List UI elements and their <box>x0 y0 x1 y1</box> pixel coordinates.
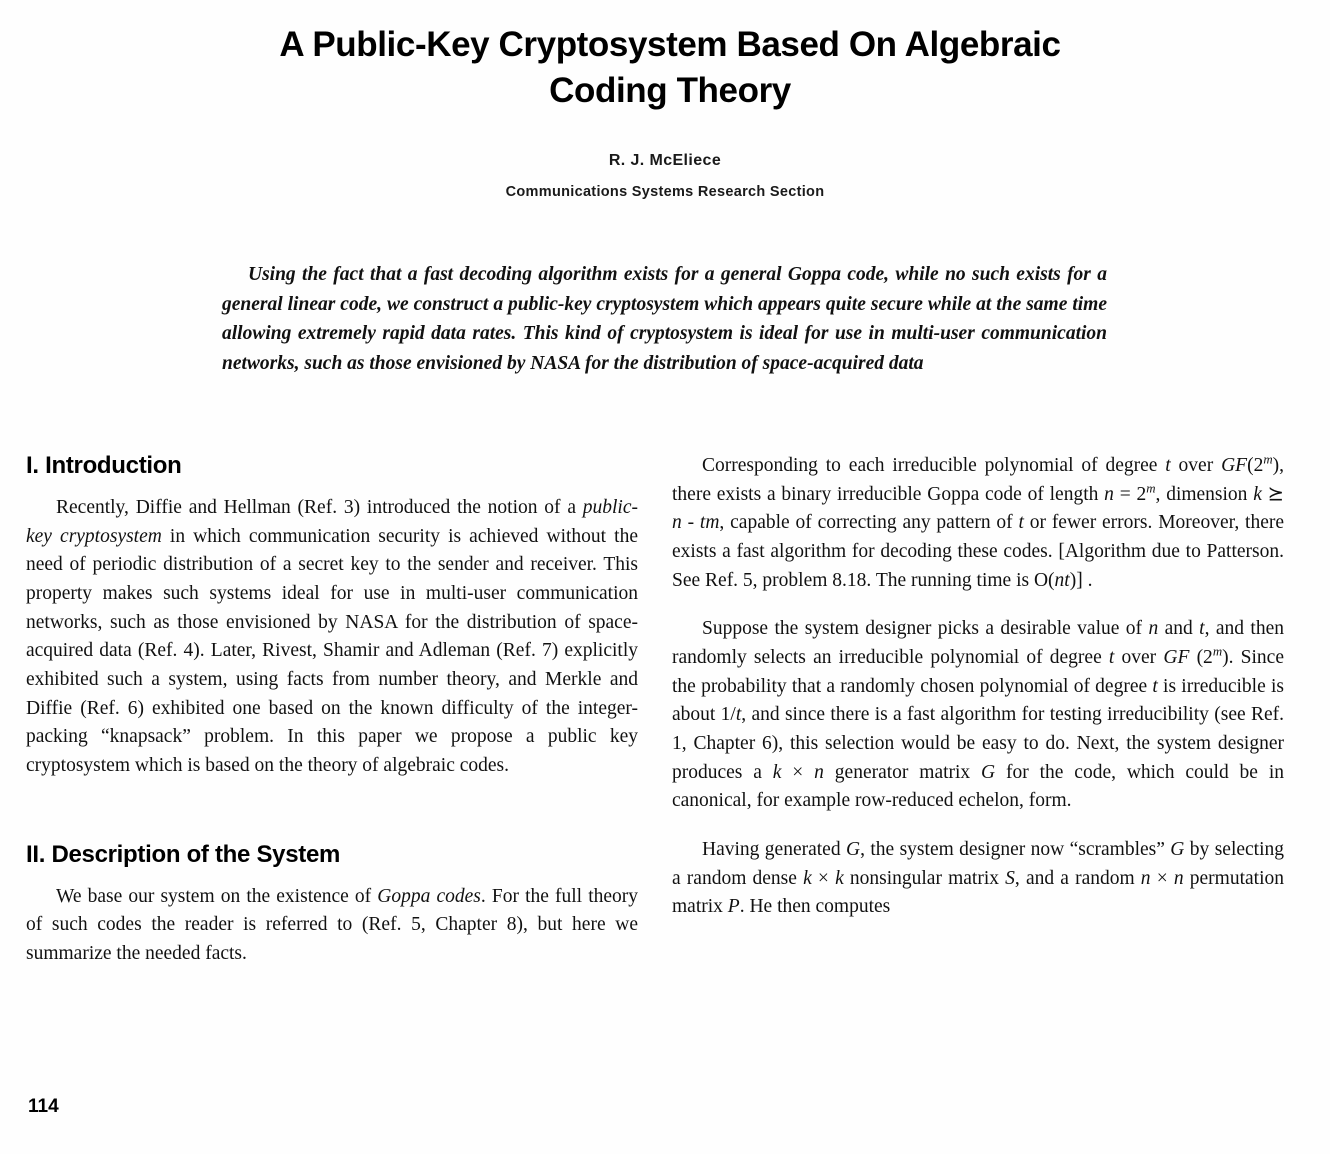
text-run: generator matrix <box>823 761 982 783</box>
text-run: (2 <box>1247 455 1264 476</box>
math-superscript: m <box>1212 644 1223 659</box>
math-variable: G <box>846 838 861 860</box>
author-name: R. J. McEliece <box>608 152 722 169</box>
text-run: ), there exists a binary irreducible Goppa code of length <box>672 455 1284 505</box>
column-right <box>672 452 1284 922</box>
text-run: Suppose the system designer picks a desirable value of <box>702 618 1149 640</box>
text-run: over <box>1114 646 1164 668</box>
math-variable: n <box>814 761 824 783</box>
math-variable: t <box>1152 675 1158 697</box>
math-variable: G <box>981 761 996 783</box>
text-run: Corresponding to each irreducible polynomial of degree <box>702 455 1166 476</box>
text-run: . For the full theory of such codes the reader is referred to (Ref. 5, Chapter 8), but here we summarize the needed facts. <box>26 885 639 964</box>
text-run: Having generated <box>702 838 846 860</box>
math-variable: n <box>1148 618 1159 640</box>
text-run: , the system designer now “scrambles” <box>860 838 1171 860</box>
math-variable: k <box>835 867 844 889</box>
text-run: in which communication security is achieved without the need of periodic distribution of a secret key to the sender and receiver. This property makes such systems ideal for use in multi-user communication networks, such as those envisioned by NASA for the distribution of space-acquired data (Ref. 4). Later, Rivest, Shamir and Adleman (Ref. 7) explicitly exhibited such a system, using facts from number theory, and Merkle and Diffie (Ref. 6) exhibited one based on the known difficulty of the integer-packing “knapsack” problem. In this paper we propose a public key cryptosystem which is based on the theory of algebraic codes. <box>26 525 638 776</box>
text-run: - <box>681 512 700 534</box>
text-run: ). Since the probability that a randomly chosen polynomial of degree <box>672 646 1284 697</box>
math-variable: k <box>803 867 812 889</box>
page-number: 114 <box>28 1096 59 1117</box>
math-superscript: m <box>1146 481 1156 496</box>
text-run: )] . <box>1069 569 1093 591</box>
text-run: , and a random <box>1014 867 1141 889</box>
text-run: by selecting a random dense <box>672 838 1285 889</box>
math-operator: × <box>811 867 836 889</box>
math-operator: ⪰ <box>1261 483 1285 505</box>
math-variable: GF <box>1163 646 1190 668</box>
text-run: over <box>1170 455 1222 476</box>
text-run: nonsingular matrix <box>843 867 1006 889</box>
title-line-1: A Public-Key Cryptosystem Based On Algebraic <box>279 25 1061 64</box>
math-operator: × <box>781 761 815 783</box>
math-variable: n <box>1173 867 1184 889</box>
text-run: We base our system on the existence of <box>56 885 378 907</box>
text-run: , dimension <box>1155 483 1254 505</box>
paragraph-scrambling <box>672 836 1284 922</box>
text-run: and <box>1158 618 1200 640</box>
text-run: (2 <box>1189 646 1213 668</box>
title-line-2: Coding Theory <box>549 70 791 110</box>
math-variable: G <box>1170 838 1185 860</box>
section-heading-description: II. Description of the System <box>26 840 341 868</box>
text-run: . He then computes <box>739 896 891 918</box>
math-variable: n <box>1140 867 1151 889</box>
paragraph-goppa-codes <box>672 452 1284 595</box>
paragraph-introduction <box>26 494 638 781</box>
column-left <box>26 452 638 969</box>
math-variable: k <box>772 761 782 783</box>
math-operator: × <box>1150 867 1174 889</box>
text-run: , capable of correcting any pattern of <box>719 512 1019 534</box>
text-run: = 2 <box>1113 483 1147 505</box>
section-heading-introduction: I. Introduction <box>26 452 182 479</box>
author-affiliation: Communications Systems Research Section <box>505 184 825 200</box>
math-variable: t <box>735 704 742 726</box>
math-variable: GF <box>1221 455 1248 476</box>
math-variable: k <box>1253 483 1262 505</box>
math-variable: S <box>1005 867 1015 889</box>
math-superscript: m <box>1263 452 1273 467</box>
math-variable: t <box>1108 646 1115 668</box>
math-variable: P <box>727 896 740 918</box>
paragraph-description <box>26 883 638 969</box>
text-run: for the code, which could be in canonical, for example row-reduced echelon, form. <box>672 761 1284 812</box>
math-variable: t <box>1018 512 1024 534</box>
text-run: is irreducible is about 1/ <box>672 675 1285 726</box>
text-run: Recently, Diffie and Hellman (Ref. 3) introduced the notion of a <box>56 497 583 518</box>
text-run: or fewer errors. Moreover, there exists a fast algorithm for decoding these codes. [Algorithm due to Patterson. See Ref. 5, problem 8.18. The running time is O( <box>672 512 1284 591</box>
text-run: , and since there is a fast algorithm for testing irreducibility (see Ref. 1, Chapter 6), this selection would be easy to do. Next, the system designer produces a <box>672 704 1284 783</box>
paragraph-system-designer <box>672 615 1284 816</box>
math-variable: n <box>672 512 682 534</box>
math-variable: n <box>1104 483 1114 505</box>
abstract-text: Using the fact that a fast decoding algorithm exists for a general Goppa code, while no such exists for a general linear code, we construct a public-key cryptosystem which appears quite secure while at the same time allowing extremely rapid data rates. This kind of cryptosystem is ideal for use in multi-user communication networks, such as those envisioned by NASA for the distribution of space-acquired data <box>222 264 1107 374</box>
text-run: permutation matrix <box>672 867 1284 918</box>
emphasis-run: Goppa codes <box>377 885 481 907</box>
text-run: , and then randomly selects an irreducible polynomial of degree <box>672 618 1285 668</box>
math-variable: t <box>1199 618 1205 640</box>
page-title <box>120 22 1220 113</box>
math-variable: tm <box>699 512 720 534</box>
math-variable: nt <box>1054 569 1070 591</box>
math-variable: t <box>1165 455 1171 476</box>
emphasis-run: public-key cryptosystem <box>26 497 638 547</box>
